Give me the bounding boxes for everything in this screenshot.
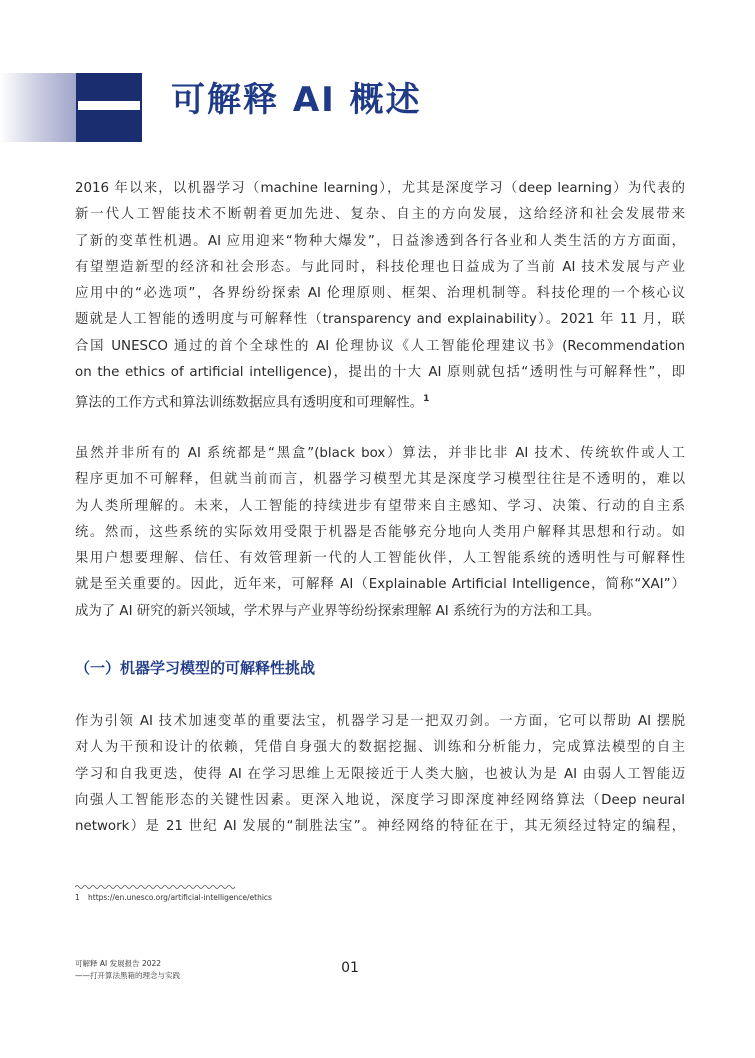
paragraph-line: 应用中的“必选项”，各界纷纷探索 AI 伦理原则、框架、治理机制等。科技伦理的一个核心议 (75, 286, 685, 302)
footnote-divider (75, 884, 238, 890)
header-dash-icon (78, 101, 140, 110)
footnote-url[interactable]: https://en.unesco.org/artificial-intelligence/ethics (88, 893, 272, 902)
paragraph-line: 就是至关重要的。因此，近年来，可解释 AI（Explainable Artificial Intelligence，简称“XAI”） (75, 577, 685, 593)
section-heading: （一）机器学习模型的可解释性挑战 (75, 659, 316, 677)
paragraph-2 (75, 441, 685, 625)
paragraph-line: 学习和自我更迭，使得 AI 在学习思维上无限接近于人类大脑，也被认为是 AI 由弱人工智能迈 (75, 766, 685, 782)
paragraph-line: 统。然而，这些系统的实际效用受限于机器是否能够充分地向人类用户解释其思想和行动。如 (75, 524, 685, 540)
header-gradient-band (0, 73, 78, 142)
paragraph-line: 作为引领 AI 技术加速变革的重要法宝，机器学习是一把双刃剑。一方面，它可以帮助 AI 摆脱 (75, 714, 685, 729)
paragraph-line: 虽然并非所有的 AI 系统都是“黑盒”(black box）算法，并非比非 AI 技术、传统软件或人工 (75, 446, 685, 461)
paragraph-line-text: 算法的工作方式和算法训练数据应具有透明度和可理解性。 (75, 395, 424, 411)
paragraph-line-last (75, 386, 685, 412)
paragraph-line: 题就是人工智能的透明度与可解释性（transparency and explainability）。2021 年 11 月，联 (75, 312, 685, 328)
footnote-reference[interactable]: 1 (423, 394, 430, 405)
paragraph-line: 程序更加不可解释，但就当前而言，机器学习模型尤其是深度学习模型往往是不透明的，难以 (75, 472, 685, 488)
paragraph-line: 向强人工智能形态的关键性因素。更深入地说，深度学习即深度神经网络算法（Deep neural (75, 792, 685, 808)
paragraph-line: on the ethics of artificial intelligence)，提出的十大 AI 原则就包括“透明性与可解释性”，即 (75, 365, 685, 381)
paragraph-line: 2016 年以来，以机器学习（machine learning），尤其是深度学习（deep learning）为代表的 (75, 181, 685, 196)
paragraph-line: 合国 UNESCO 通过的首个全球性的 AI 伦理协议《人工智能伦理建议书》(Recommendation (75, 338, 685, 354)
paragraph-line: 为人类所理解的。未来，人工智能的持续进步有望带来自主感知、学习、决策、行动的自主系 (75, 498, 685, 514)
footer-report-title: 可解释 AI 发展报告 2022 (75, 959, 162, 968)
paragraph-line: 果用户想要理解、信任、有效管理新一代的人工智能伙伴，人工智能系统的透明性与可解释性 (75, 551, 685, 567)
paragraph-line: 新一代人工智能技术不断朝着更加先进、复杂、自主的方向发展，这给经济和社会发展带来 (75, 207, 685, 223)
page-title: 可解释 AI 概述 (171, 80, 422, 120)
footnote (75, 892, 272, 904)
paragraph-line: 了新的变革性机遇。AI 应用迎来“物种大爆发”，日益渗透到各行各业和人类生活的方方面面， (75, 233, 685, 249)
paragraph-line: 有望塑造新型的经济和社会形态。与此同时，科技伦理也日益成为了当前 AI 技术发展与产业 (75, 259, 685, 275)
paragraph-line-last: 成为了 AI 研究的新兴领域，学术界与产业界等纷纷探索理解 AI 系统行为的方法和工具。 (75, 603, 601, 619)
footnote-number: 1 (75, 893, 80, 902)
paragraph-line: 对人为干预和设计的依赖，凭借自身强大的数据挖掘、训练和分析能力，完成算法模型的自主 (75, 740, 685, 756)
paragraph-3 (75, 709, 685, 840)
paragraph-1 (75, 176, 685, 413)
page-number: 01 (341, 960, 359, 976)
footer-report-subtitle: ——打开算法黑箱的理念与实践 (75, 971, 180, 980)
paragraph-line: network）是 21 世纪 AI 发展的“制胜法宝”。神经网络的特征在于，其无须经过特定的编程， (75, 819, 685, 835)
